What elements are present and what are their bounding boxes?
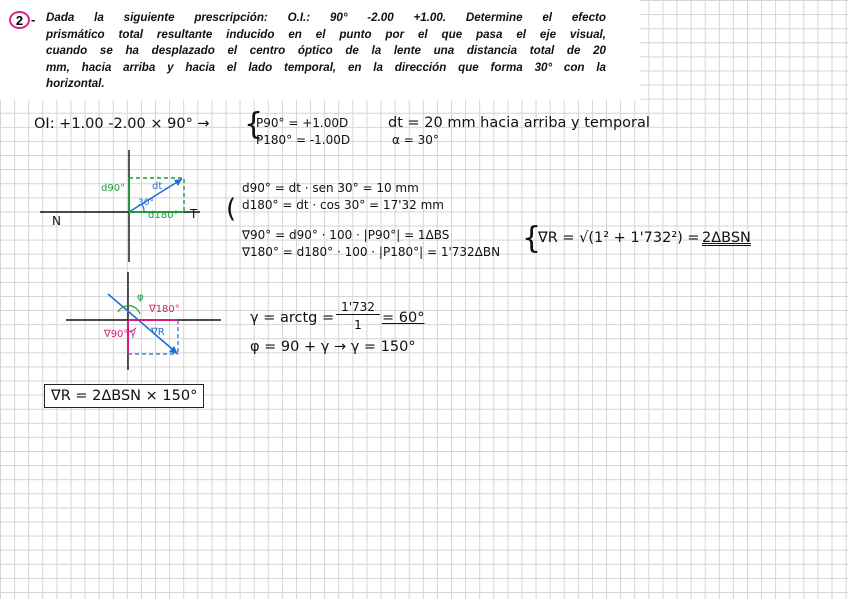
problem-line: Dada la siguiente prescripción: O.I.: 90° -2.00 +1.00. Determine el efecto bbox=[46, 11, 606, 24]
alpha-angle: α = 30° bbox=[392, 133, 439, 147]
problem-line: cuando se ha desplazado el centro óptico de la lente una distancia total de 20 bbox=[46, 44, 606, 57]
angle-label: 30° bbox=[138, 198, 154, 208]
phi-label: φ bbox=[137, 292, 144, 303]
problem-line: horizontal. bbox=[46, 77, 105, 90]
v180-calc: ∇180° = d180° · 100 · |P180°| = 1'732ΔBN bbox=[242, 245, 501, 259]
problem-line: mm, hacia arriba y hacia el lado temporal, en la dirección que forma 30° con la bbox=[46, 60, 606, 74]
brace: ( bbox=[226, 194, 237, 224]
nasal-label: N bbox=[52, 214, 61, 228]
phi-equation: φ = 90 + γ → γ = 150° bbox=[250, 339, 416, 355]
gamma-denominator: 1 bbox=[354, 318, 362, 332]
problem-dash: - bbox=[31, 12, 36, 27]
resultant-value: 2ΔBSN bbox=[702, 230, 751, 246]
gamma-result: = 60° bbox=[382, 310, 425, 326]
gamma-numerator: 1'732 bbox=[336, 300, 380, 315]
decentration: dt = 20 mm hacia arriba y temporal bbox=[388, 115, 650, 131]
v90-label: ∇90° bbox=[104, 329, 129, 340]
problem-number: 2 bbox=[9, 11, 30, 29]
brace: { bbox=[244, 107, 264, 142]
v180-label: ∇180° bbox=[149, 304, 180, 315]
vr-label: ∇R bbox=[151, 327, 165, 338]
dt-label: dt bbox=[152, 181, 163, 192]
problem-line: prismático total resultante inducido en el punto por el que pasa el eje visual, bbox=[46, 27, 606, 41]
prism-diagram bbox=[66, 272, 226, 372]
p90-power: P90° = +1.00D bbox=[256, 116, 349, 130]
d90-label: d90° bbox=[101, 183, 126, 194]
final-result: ∇R = 2ΔBSN × 150° bbox=[44, 384, 204, 408]
problem-text bbox=[46, 10, 606, 93]
d180-label: d180° bbox=[148, 210, 179, 221]
d90-calc: d90° = dt · sen 30° = 10 mm bbox=[242, 181, 419, 195]
v90-calc: ∇90° = d90° · 100 · |P90°| = 1ΔBS bbox=[242, 228, 450, 242]
p180-power: P180° = -1.00D bbox=[256, 133, 351, 147]
d180-calc: d180° = dt · cos 30° = 17'32 mm bbox=[242, 198, 444, 212]
gamma-label: γ bbox=[130, 328, 136, 339]
temporal-label: T bbox=[190, 207, 198, 221]
gamma-lhs: γ = arctg = bbox=[250, 310, 335, 326]
brace: { bbox=[522, 221, 542, 256]
problem-statement bbox=[0, 0, 640, 100]
prescription: OI: +1.00 -2.00 × 90° → bbox=[34, 116, 210, 132]
resultant-equation: ∇R = √(1² + 1'732²) = bbox=[538, 230, 700, 246]
